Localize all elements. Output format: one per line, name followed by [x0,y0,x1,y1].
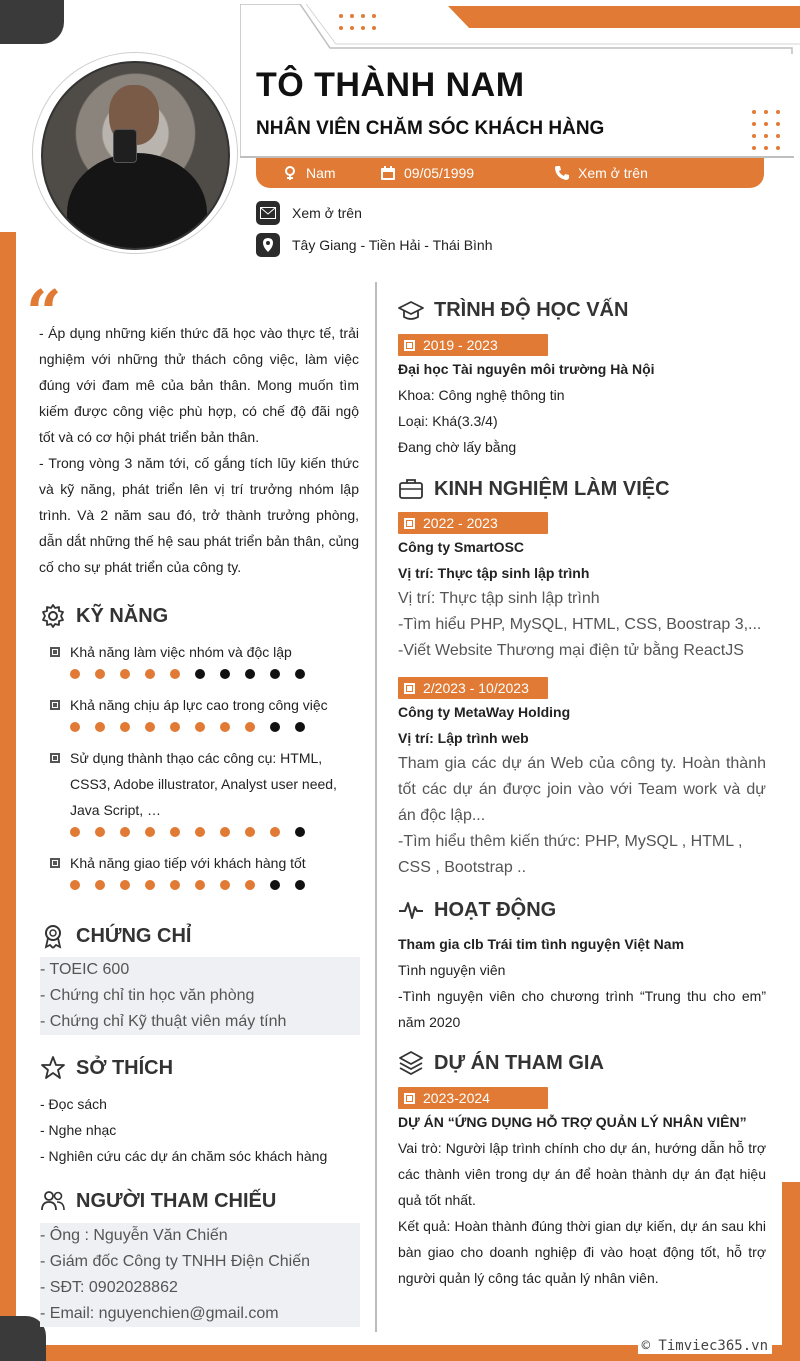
skill-label: Khả năng giao tiếp với khách hàng tốt [70,855,306,871]
right-accent-stripe [782,1182,800,1361]
skill-item [50,639,360,679]
certificates-heading [40,923,191,949]
star-icon [40,1055,66,1081]
project-role: Vai trò: Người lập trình chính cho dự án, hướng dẫn hỗ trợ các thành viên trong dự án để hoàn thành dự án đạt hiệu quả tốt nhất. [398,1140,766,1208]
bullet-icon [50,858,60,868]
references-heading [40,1188,276,1214]
job-detail: Vị trí: Thực tập sinh lập trình [398,590,600,607]
project-result: Kết quả: Hoàn thành đúng thời gian dự kiến, dự án sau khi bàn giao cho doanh nghiệp đi vào hoạt động tốt, hỗ trợ người quản lý công tác quản lý nhân viên. [398,1218,766,1286]
rating-dot-filled [170,880,180,890]
graduation-cap-icon [398,297,424,323]
education-title: TRÌNH ĐỘ HỌC VẤN [434,298,629,321]
skill-item [50,850,360,890]
job-period [398,677,548,699]
rating-dot-filled [145,669,155,679]
skill-rating [50,722,360,732]
phone-item [554,165,648,181]
job-title: NHÂN VIÊN CHĂM SÓC KHÁCH HÀNG [256,118,605,139]
job-period-text: 2022 - 2023 [423,515,498,531]
activity-role: Tình nguyện viên [398,962,506,978]
certificate-item: - TOEIC 600 [40,957,360,983]
reference-item: - Ông : Nguyễn Văn Chiến [40,1223,360,1249]
rating-dot-filled [120,722,130,732]
activity-org: Tham gia clb Trái tim tình nguyện Việt Nam [398,936,685,952]
education-period-text: 2019 - 2023 [423,337,498,353]
projects-heading [398,1050,604,1076]
company-name: Công ty SmartOSC [398,539,525,555]
award-icon [40,923,66,949]
education-heading [398,297,628,323]
school-name: Đại học Tài nguyên môi trường Hà Nội [398,361,655,377]
column-divider [375,282,377,1332]
certificates-list [40,957,360,1035]
rating-dot-filled [70,722,80,732]
rating-dot-filled [220,880,230,890]
users-icon [40,1188,66,1214]
email-value: Xem ở trên [292,205,362,221]
rating-dot-filled [70,827,80,837]
skills-title: KỸ NĂNG [76,604,169,627]
skill-item [50,745,360,837]
rating-dot-filled [220,827,230,837]
phone-value: Xem ở trên [578,165,648,181]
address-row [256,233,493,257]
dot-pattern-top [339,14,376,30]
job-period-text: 2/2023 - 10/2023 [423,680,529,696]
project-period [398,1087,548,1109]
rating-dot-filled [120,827,130,837]
rating-dot-filled [195,827,205,837]
calendar-icon [380,165,396,181]
dot-pattern-right [752,110,780,150]
rating-dot-empty [295,669,305,679]
rating-dot-filled [170,722,180,732]
projects-title: DỰ ÁN THAM GIA [434,1051,604,1074]
candidate-name: TÔ THÀNH NAM [256,66,525,104]
birthday-item [380,165,474,181]
hobby-item: - Nghe nhạc [40,1122,117,1138]
header-vertical-line [240,4,241,158]
briefcase-icon [398,476,424,502]
bullet-icon [50,647,60,657]
hobbies-heading [40,1055,173,1081]
skill-label: Khả năng làm việc nhóm và độc lập [70,644,292,660]
personal-info-bar [256,158,764,188]
rating-dot-filled [70,880,80,890]
reference-item: - Giám đốc Công ty TNHH Điện Chiến [40,1249,360,1275]
education-period [398,334,548,356]
watermark: © Timviec365.vn [638,1338,772,1354]
skill-label: Khả năng chịu áp lực cao trong công việc [70,697,328,713]
job-detail: Tham gia các dự án Web của công ty. Hoàn thành tốt các dự án được join vào với Team work và dự án độc lập... [398,755,766,824]
rating-dot-empty [220,669,230,679]
left-accent-stripe [0,232,16,1361]
gear-icon [40,603,66,629]
bullet-icon [50,700,60,710]
bullet-icon [50,753,60,763]
rating-dot-filled [220,722,230,732]
objective-paragraph-1: - Áp dụng những kiến thức đã học vào thực tế, trải nghiệm với những thử thách công việc, làm việc đúng với đam mê của bản thân. Mong muốn tìm kiếm được công việc phù hợp, có chế độ đãi ngộ tốt và có cơ hội phát triển bản thân. [39,325,359,445]
rating-dot-empty [295,827,305,837]
education-details [398,356,766,460]
certificate-item: - Chứng chỉ Kỹ thuật viên máy tính [40,1009,360,1035]
birthday-value: 09/05/1999 [404,165,475,181]
experience-heading [398,476,670,502]
skill-rating [50,827,360,837]
rating-dot-filled [195,722,205,732]
job-detail: -Tìm hiểu thêm kiến thức: PHP, MySQL , HTML , CSS , Bootstrap .. [398,833,743,876]
rating-dot-empty [270,722,280,732]
career-objective [39,320,359,580]
skill-label: Sử dụng thành thạo các công cụ: HTML, CSS3, Adobe illustrator, Analyst user need, Java Script, … [70,750,337,818]
hobbies-title: SỞ THÍCH [76,1056,174,1079]
skill-rating [50,880,360,890]
rating-dot-filled [170,669,180,679]
project-period-text: 2023-2024 [423,1090,490,1106]
activities-heading [398,897,556,923]
activity-detail: -Tình nguyện viên cho chương trình “Trung thu cho em” năm 2020 [398,988,766,1030]
email-row [256,201,362,225]
rating-dot-filled [145,880,155,890]
rating-dot-filled [120,669,130,679]
hobby-item: - Nghiên cứu các dự án chăm sóc khách hàng [40,1148,328,1164]
job-period [398,512,548,534]
tag-icon [404,1093,415,1104]
rating-dot-filled [95,827,105,837]
rating-dot-filled [245,722,255,732]
rating-dot-filled [245,827,255,837]
experience-title: KINH NGHIỆM LÀM VIỆC [434,477,670,500]
certificate-item: - Chứng chỉ tin học văn phòng [40,983,360,1009]
job-entry [398,699,766,881]
rating-dot-filled [95,722,105,732]
pulse-icon [398,897,424,923]
phone-icon [554,165,570,181]
rating-dot-empty [270,880,280,890]
rating-dot-filled [145,827,155,837]
rating-dot-empty [245,669,255,679]
rating-dot-filled [95,669,105,679]
tag-icon [404,518,415,529]
activities-title: HOẠT ĐỘNG [434,898,557,921]
tag-icon [404,683,415,694]
reference-item: - Email: nguyenchien@gmail.com [40,1301,360,1327]
skill-rating [50,669,360,679]
rating-dot-filled [70,669,80,679]
location-icon [256,233,280,257]
email-icon [256,201,280,225]
rating-dot-empty [195,669,205,679]
job-position: Vị trí: Thực tập sinh lập trình [398,565,590,581]
grade: Loại: Khá(3.3/4) [398,413,498,429]
skills-heading [40,603,168,629]
address-value: Tây Giang - Tiền Hải - Thái Bình [292,237,493,253]
project-name: DỰ ÁN “ỨNG DỤNG HỖ TRỢ QUẢN LÝ NHÂN VIÊN” [398,1114,747,1130]
top-accent-band [448,6,800,28]
activities-details [398,931,766,1035]
rating-dot-empty [270,669,280,679]
layers-icon [398,1050,424,1076]
objective-paragraph-2: - Trong vòng 3 năm tới, cố gắng tích lũy kiến thức và kỹ năng, phát triển lên vị trí trưởng nhóm lập trình. Và 2 năm sau đó, trở thành trưởng phòng, dẫn dắt những thế hệ sau phát triển bản thân, củng cố cho sự phát triển của công ty. [39,455,359,575]
tag-icon [404,340,415,351]
project-details [398,1109,766,1291]
job-entry [398,534,766,664]
certificates-title: CHỨNG CHỈ [76,924,192,947]
quote-icon: “ [26,276,62,349]
rating-dot-empty [295,722,305,732]
rating-dot-filled [95,880,105,890]
gender-icon [282,165,298,181]
job-detail: -Viết Website Thương mại điện tử bằng ReactJS [398,642,744,659]
degree-status: Đang chờ lấy bằng [398,439,517,455]
skill-item [50,692,360,732]
job-position: Vị trí: Lập trình web [398,730,529,746]
references-title: NGƯỜI THAM CHIẾU [76,1189,277,1212]
reference-item: - SĐT: 0902028862 [40,1275,360,1301]
job-detail: -Tìm hiểu PHP, MySQL, HTML, CSS, Boostrap 3,... [398,616,762,633]
hobbies-list [40,1091,360,1169]
rating-dot-filled [170,827,180,837]
hobby-item: - Đọc sách [40,1096,107,1112]
rating-dot-filled [195,880,205,890]
rating-dot-empty [295,880,305,890]
gender-value: Nam [306,165,336,181]
company-name: Công ty MetaWay Holding [398,704,571,720]
rating-dot-filled [120,880,130,890]
rating-dot-filled [145,722,155,732]
rating-dot-filled [245,880,255,890]
gender-item [282,165,336,181]
avatar [41,61,230,250]
corner-decoration-top-left [0,0,64,44]
references-list [40,1223,360,1327]
faculty: Khoa: Công nghệ thông tin [398,387,565,403]
rating-dot-filled [270,827,280,837]
